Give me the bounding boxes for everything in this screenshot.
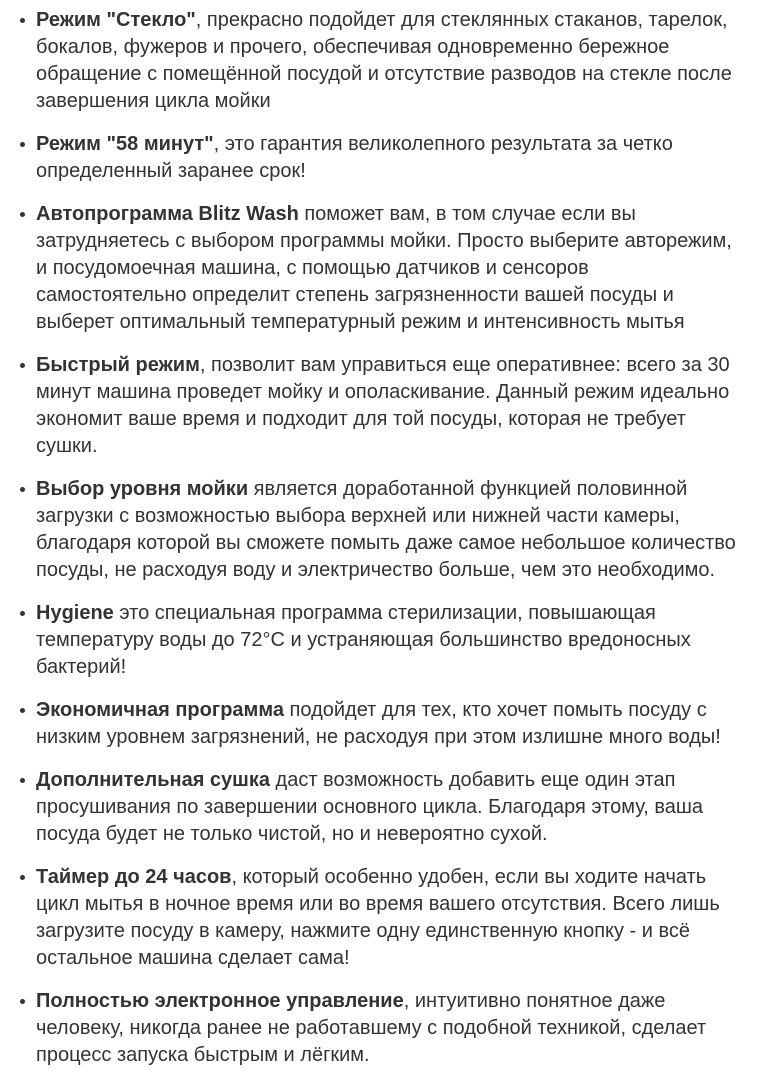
feature-description: даст возможность добавить еще один этап просушивания по завершении основного цикла. Благодаря этому, ваша посуда будет не только чистой, но и невероятно сухой. [36, 769, 704, 845]
feature-title: Hygiene [36, 602, 114, 624]
feature-item [36, 7, 739, 115]
feature-title: Выбор уровня мойки [36, 478, 249, 500]
feature-title: Быстрый режим [36, 354, 200, 376]
feature-title: Полностью электронное управление [36, 990, 404, 1012]
feature-description: , это гарантия великолепного результата за четко определенный заранее срок! [36, 133, 673, 182]
feature-item [36, 767, 739, 848]
feature-item [36, 988, 739, 1069]
feature-item [36, 864, 739, 972]
feature-title: Таймер до 24 часов [36, 866, 232, 888]
feature-title: Режим "Стекло" [36, 9, 196, 31]
feature-item [36, 600, 739, 681]
feature-title: Автопрограмма Blitz Wash [36, 203, 299, 225]
feature-description: подойдет для тех, кто хочет помыть посуду с низким уровнем загрязнений, не расходуя при этом излишне много воды! [36, 699, 721, 748]
feature-item [36, 201, 739, 336]
feature-description: это специальная программа стерилизации, повышающая температуру воды до 72°С и устраняющая большинство вредоносных бактерий! [36, 602, 691, 678]
feature-item [36, 131, 739, 185]
feature-item [36, 352, 739, 460]
feature-item [36, 476, 739, 584]
feature-description: , который особенно удобен, если вы ходите начать цикл мытья в ночное время или во время вашего отсутствия. Всего лишь загрузите посуду в камеру, нажмите одну единственную кнопку - и всё остальное машина сделает сама! [36, 866, 720, 969]
feature-description: , прекрасно подойдет для стеклянных стаканов, тарелок, бокалов, фужеров и прочего, обеспечивая одновременно бережное обращение с помещённой посудой и отсутствие разводов на стекле после завершения цикла мойки [36, 9, 732, 112]
feature-title: Дополнительная сушка [36, 769, 270, 791]
feature-description: является доработанной функцией половинной загрузки с возможностью выбора верхней или нижней части камеры, благодаря которой вы сможете помыть даже самое небольшое количество посуды, не расходуя воду и электричество больше, чем это необходимо. [36, 478, 736, 581]
feature-item [36, 697, 739, 751]
feature-description: поможет вам, в том случае если вы затрудняетесь с выбором программы мойки. Просто выберите авторежим, и посудомоечная машина, с помощью датчиков и сенсоров самостоятельно определит степень загрязненности вашей посуды и выберет оптимальный температурный режим и интенсивность мытья [36, 203, 732, 333]
feature-title: Режим "58 минут" [36, 133, 214, 155]
feature-title: Экономичная программа [36, 699, 284, 721]
feature-description: , позволит вам управиться еще оперативнее: всего за 30 минут машина проведет мойку и ополаскивание. Данный режим идеально экономит ваше время и подходит для той посуды, которая не требует сушки. [36, 354, 730, 457]
feature-description: , интуитивно понятное даже человеку, никогда ранее не работавшему с подобной техникой, сделает процесс запуска быстрым и лёгким. [36, 990, 707, 1066]
